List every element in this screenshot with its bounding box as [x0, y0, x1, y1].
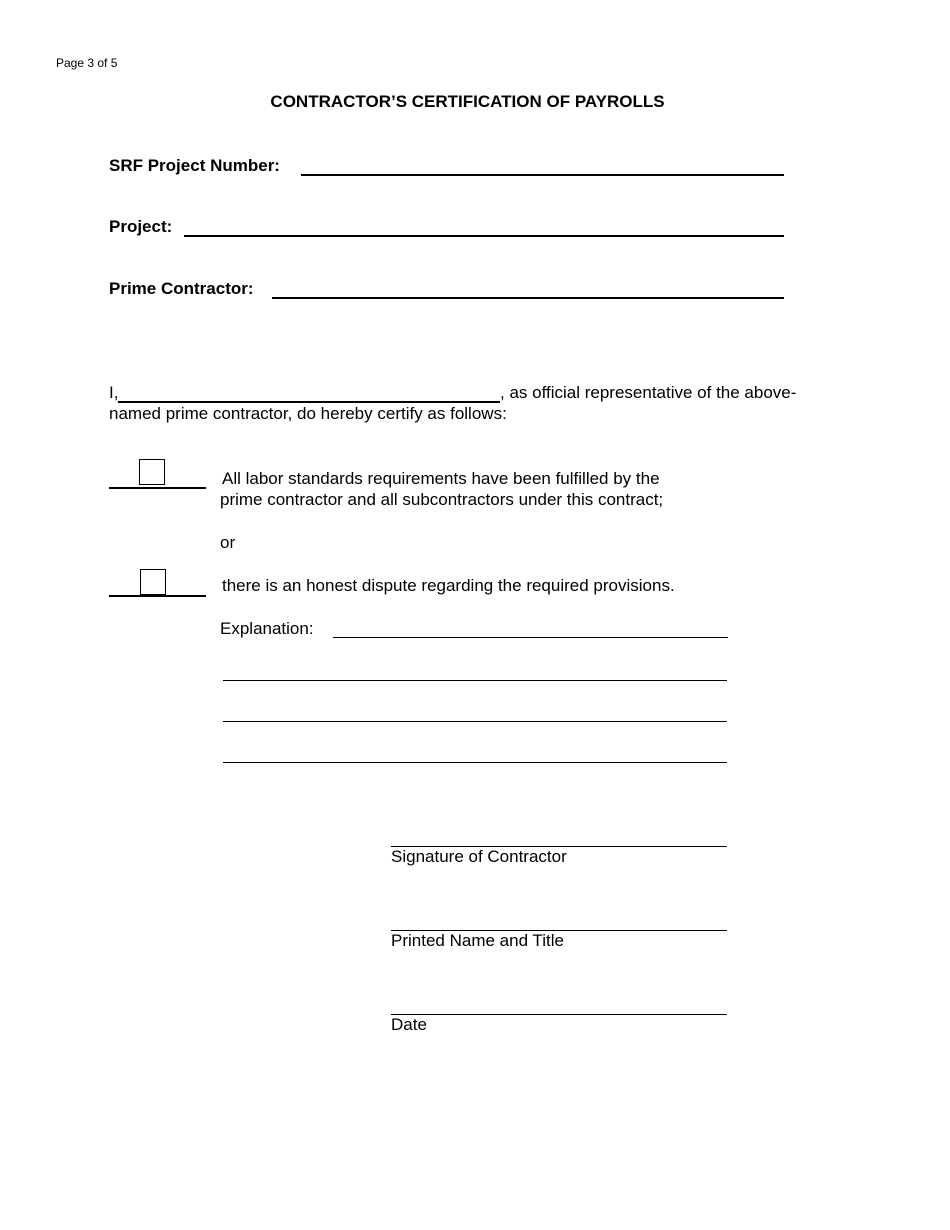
explanation-line-3[interactable] [223, 721, 727, 722]
srf-project-number-field[interactable] [301, 174, 784, 176]
certification-statement-line2: named prime contractor, do hereby certify as follows: [109, 404, 507, 423]
signature-label: Signature of Contractor [391, 847, 567, 866]
explanation-line-1[interactable] [333, 637, 728, 638]
page-number: Page 3 of 5 [56, 56, 118, 70]
option1-text-line2: prime contractor and all subcontractors under this contract; [220, 490, 664, 509]
or-text: or [220, 533, 236, 552]
option1-underline [109, 487, 206, 489]
option2-checkbox[interactable] [140, 569, 166, 595]
option1-checkbox[interactable] [139, 459, 165, 485]
prime-contractor-label: Prime Contractor: [109, 279, 254, 298]
explanation-line-2[interactable] [223, 680, 727, 681]
explanation-label: Explanation: [220, 619, 314, 638]
explanation-line-4[interactable] [223, 762, 727, 763]
project-field[interactable] [184, 235, 784, 237]
printed-name-label: Printed Name and Title [391, 931, 564, 950]
option2-text: there is an honest dispute regarding the required provisions. [222, 576, 675, 595]
option1-text-line1: All labor standards requirements have been fulfilled by the [222, 469, 660, 488]
project-label: Project: [109, 217, 173, 236]
prime-contractor-field[interactable] [272, 297, 784, 299]
srf-project-number-label: SRF Project Number: [109, 156, 280, 175]
certification-statement-line1: , as official representative of the above- [500, 383, 797, 402]
option2-underline [109, 595, 206, 597]
date-line[interactable] [391, 1014, 727, 1015]
date-label: Date [391, 1015, 427, 1034]
representative-name-field[interactable] [118, 401, 500, 403]
certification-prefix: I, [109, 383, 119, 402]
page-title: CONTRACTOR’S CERTIFICATION OF PAYROLLS [270, 92, 665, 111]
